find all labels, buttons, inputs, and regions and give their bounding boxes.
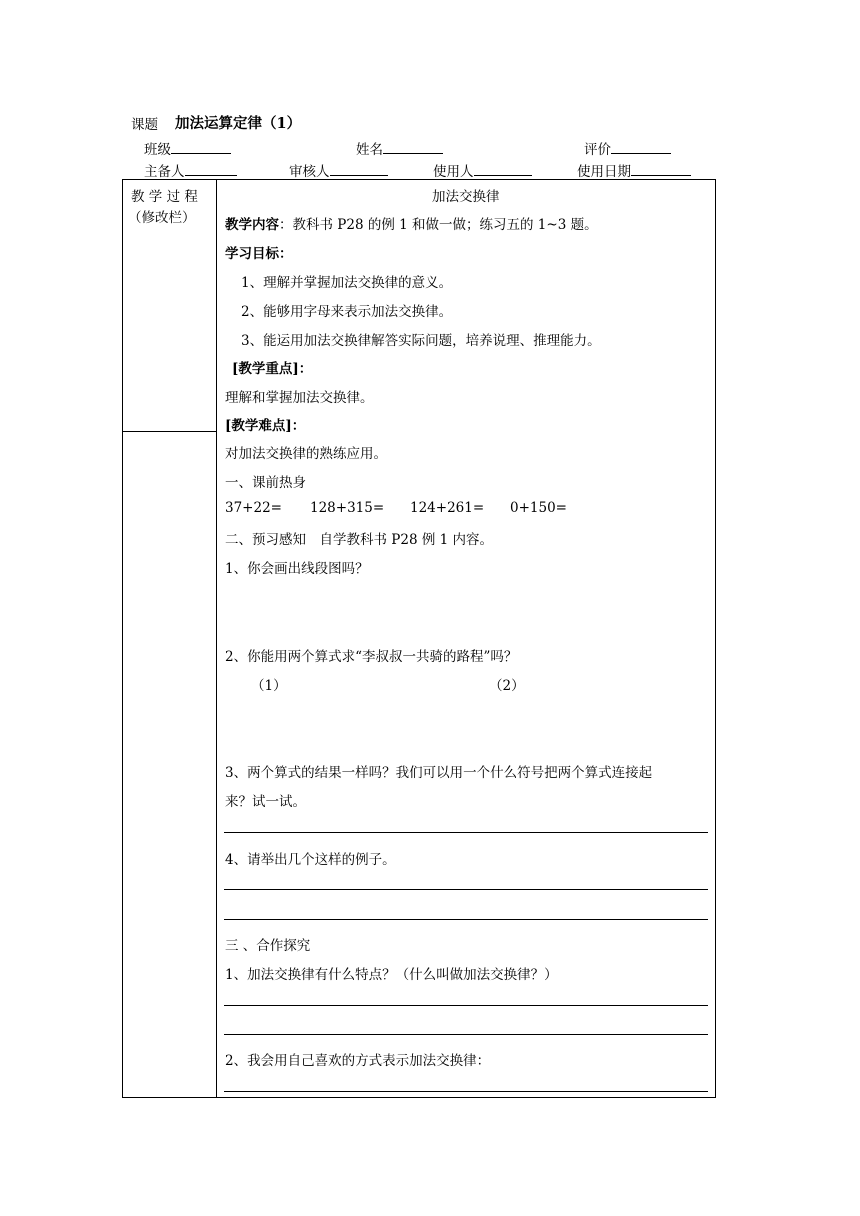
preparer-field	[144, 160, 237, 180]
goal-item: 2、能够用字母来表示加法交换律。	[241, 304, 453, 320]
eval-field	[584, 138, 671, 158]
name-blank[interactable]	[383, 140, 443, 154]
content-text: ：教科书 P28 的例 1 和做一做；练习五的 1~3 题。	[279, 217, 598, 233]
question-1: 1、你会画出线段图吗？	[225, 561, 369, 577]
answer-line[interactable]	[224, 1034, 708, 1035]
reviewer-label: 审核人	[289, 164, 330, 180]
content-label: 教学内容	[225, 217, 279, 233]
answer-line[interactable]	[224, 1091, 708, 1092]
reviewer-blank[interactable]	[330, 162, 388, 176]
user-blank[interactable]	[474, 162, 532, 176]
left-header-line2: （修改栏）	[128, 210, 196, 226]
question-2: 2、你能用两个算式求“李叔叔一共骑的路程”吗？	[225, 649, 518, 665]
table-column-divider	[216, 179, 217, 1097]
left-cell-divider	[122, 431, 216, 432]
question-3-line1: 3、两个算式的结果一样吗？我们可以用一个什么符号把两个算式连接起	[225, 765, 653, 781]
warmup-exercise: 37+22=	[225, 500, 282, 516]
answer-line[interactable]	[224, 832, 708, 833]
question-2-part-2: （2）	[489, 678, 525, 694]
date-label: 使用日期	[577, 164, 631, 180]
eval-blank[interactable]	[611, 140, 671, 154]
answer-line[interactable]	[224, 1005, 708, 1006]
warmup-exercise: 124+261=	[410, 500, 485, 516]
answer-line[interactable]	[224, 889, 708, 890]
difficulty-label: [教学难点]：	[225, 418, 306, 434]
eval-label: 评价	[584, 142, 611, 158]
explore-title: 三 、合作探究	[225, 938, 311, 954]
question-4: 4、请举出几个这样的例子。	[225, 852, 396, 868]
goals-label: 学习目标：	[225, 246, 293, 262]
table-left-border	[122, 179, 123, 1097]
table-right-border	[715, 179, 716, 1097]
class-field	[144, 138, 231, 158]
goal-item: 1、理解并掌握加法交换律的意义。	[241, 275, 453, 291]
left-header-line1: 教 学 过 程	[131, 189, 198, 205]
content-line	[225, 213, 598, 233]
user-label: 使用人	[433, 164, 474, 180]
key-point-label: [教学重点]：	[232, 361, 313, 377]
difficulty-text: 对加法交换律的熟练应用。	[225, 446, 387, 462]
date-blank[interactable]	[631, 162, 691, 176]
class-label: 班级	[144, 142, 171, 158]
table-bottom-border	[122, 1097, 716, 1098]
date-field	[577, 160, 691, 180]
name-label: 姓名	[356, 142, 383, 158]
answer-line[interactable]	[224, 919, 708, 920]
preparer-blank[interactable]	[185, 162, 237, 176]
explore-question-1: 1、加法交换律有什么特点？（什么叫做加法交换律？）	[225, 967, 558, 983]
table-top-border	[122, 179, 716, 180]
topic-title: 加法运算定律（1）	[175, 115, 302, 132]
warmup-title: 一、课前热身	[225, 475, 306, 491]
warmup-exercise: 0+150=	[510, 500, 567, 516]
topic-label: 课题	[131, 117, 158, 133]
question-2-part-1: （1）	[251, 678, 287, 694]
question-3-line2: 来？试一试。	[225, 794, 306, 810]
key-point-text: 理解和掌握加法交换律。	[225, 390, 374, 406]
reviewer-field	[289, 160, 388, 180]
name-field	[356, 138, 443, 158]
class-blank[interactable]	[171, 140, 231, 154]
preparer-label: 主备人	[144, 164, 185, 180]
explore-question-2: 2、我会用自己喜欢的方式表示加法交换律：	[225, 1053, 491, 1069]
goal-item: 3、能运用加法交换律解答实际问题，培养说理、推理能力。	[241, 333, 601, 349]
warmup-exercise: 128+315=	[310, 500, 385, 516]
section-title: 加法交换律	[432, 189, 500, 205]
preview-title: 二、预习感知 自学教科书 P28 例 1 内容。	[225, 532, 494, 548]
user-field	[433, 160, 532, 180]
